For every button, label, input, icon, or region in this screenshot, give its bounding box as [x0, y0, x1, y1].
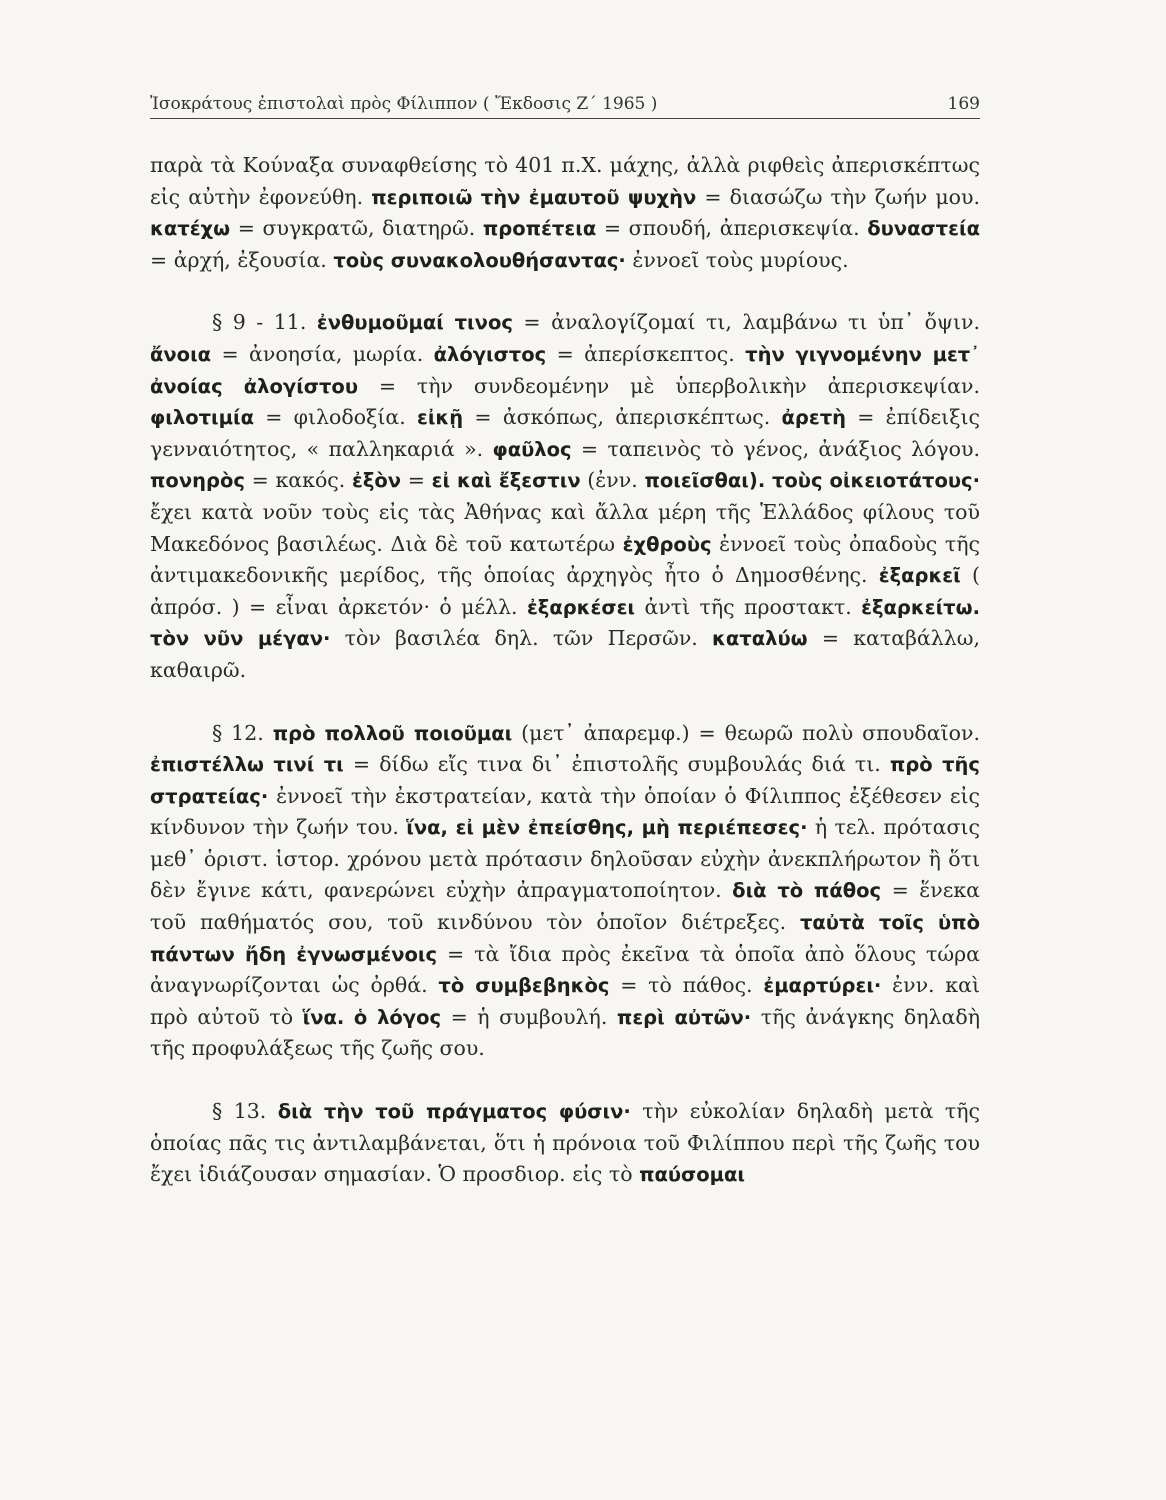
text-run: = ἀναλογίζομαί τι, λαμβάνω τι ὑπ᾽ ὄψιν. — [512, 310, 981, 335]
lemma: ἀρετὴ — [781, 406, 847, 430]
text-run: = κακός. — [244, 468, 352, 493]
lemma: καταλύω — [712, 627, 808, 651]
lemma: φιλοτιμία — [150, 406, 254, 430]
lemma: ἵνα, εἰ μὲν ἐπείσθης, μὴ περιέπεσες· — [406, 816, 808, 840]
text-run: = ἀσκόπως, ἀπερισκέπτως. — [463, 405, 782, 430]
lemma: κατέχω — [150, 217, 231, 241]
text-run: τὴν εὐκολίαν δηλαδὴ μετὰ τῆς ὁποίας πᾶς τις ἀντιλαμβάνεται, ὅτι ἡ πρόνοια τοῦ Φιλίππου περὶ τῆς ζωῆς του ἔχει ἰδιάζουσαν σημασίαν. Ὁ προσδιορ. εἰς τὸ — [150, 1099, 981, 1187]
lemma: ἐξὸν — [351, 469, 402, 493]
lemma: ποιεῖσθαι). — [644, 469, 766, 493]
text-run: = τὰ ἴδια πρὸς ἐκεῖνα τὰ ὁποῖα ἀπὸ ὅλους τώρα ἀναγνωρίζονται ὡς ὀρθά. — [150, 941, 980, 998]
lemma: τὴν γιγνομένην μετ᾽ ἀνοίας ἀλογίστου — [150, 342, 980, 398]
lemma: πρὸ τῆς στρατείας· — [150, 753, 980, 808]
text-run: = ἕνεκα τοῦ παθήματός σου, τοῦ κινδύνου τὸν ὁποῖον διέτρεξες. — [150, 878, 980, 935]
text-run: ἐννοεῖ τοὺς ὀπαδοὺς τῆς ἀντιμακεδονικῆς μερίδος, τῆς ὁποίας ἀρχηγὸς ἦτο ὁ Δημοσθένης. — [150, 531, 980, 588]
lemma: ἵνα. — [302, 1005, 345, 1029]
lemma: ἐνθυμοῦμαί τινος — [316, 311, 513, 335]
text-run: = τὸ πάθος. — [609, 973, 764, 998]
text-run: ἐνν. καὶ πρὸ αὐτοῦ τὸ — [150, 973, 980, 1029]
header-title: Ἰσοκράτους ἐπιστολαὶ πρὸς Φίλιππον ( Ἔκδοσις Ζ΄ 1965 ) — [150, 94, 658, 114]
lemma: διὰ τὸ πάθος — [732, 879, 882, 903]
lemma: ἐξαρκέσει — [526, 595, 636, 619]
text-run: = ἐπίδειξις γενναιότητος, « παλληκαριά ». — [150, 405, 981, 461]
lemma: ἐξαρκείτω. — [861, 595, 980, 619]
text-run: = διασώζω τὴν ζωήν μου. — [696, 184, 980, 209]
text-run: = ἀπερίσκεπτος. — [546, 341, 746, 366]
text-run: παρὰ τὰ Κούναξα συναφθείσης τὸ 401 π.Χ. μάχης, ἀλλὰ ριφθεὶς ἀπερισκέπτως εἰς αὐτὴν ἐφονεύθη. — [150, 153, 980, 209]
lemma: φαῦλος — [492, 437, 572, 461]
text-run: = ταπεινὸς τὸ γένος, ἀνάξιος λόγου. — [571, 436, 980, 461]
lemma: διὰ τὴν τοῦ πράγματος φύσιν· — [277, 1100, 631, 1124]
text-run: τὸν βασιλέα δηλ. τῶν Περσῶν. — [330, 626, 713, 651]
text-run — [344, 1005, 354, 1029]
text-run: = — [401, 468, 432, 493]
lemma: ἄνοια — [150, 342, 212, 366]
text-run: ἀντὶ τῆς προστακτ. — [635, 594, 862, 619]
lemma: εἰ καὶ ἔξεστιν — [431, 469, 581, 493]
paragraph-1 — [150, 150, 980, 276]
text-run: ἐννοεῖ τοὺς μυρίους. — [625, 247, 849, 272]
commentary-text — [150, 150, 980, 1191]
lemma: ἀλόγιστος — [433, 342, 547, 366]
text-run: = καταβάλλω, καθαιρῶ. — [150, 626, 980, 682]
lemma: προπέτεια — [482, 217, 597, 241]
text-run: (μετ᾽ ἀπαρεμφ.) = θεωρῶ πολὺ σπουδαῖον. — [512, 720, 980, 745]
lemma: περιποιῶ τὴν ἐμαυτοῦ ψυχὴν — [371, 185, 697, 209]
lemma: παύσομαι — [639, 1163, 745, 1187]
lemma: δυναστεία — [867, 217, 980, 241]
text-run: = σπουδή, ἀπερισκεψία. — [596, 216, 868, 241]
paragraph-4 — [150, 1096, 980, 1191]
paragraph-gap — [150, 687, 980, 718]
lemma: ἐμαρτύρει· — [763, 974, 882, 998]
lemma: ἐξαρκεῖ — [878, 564, 961, 588]
lemma: ἐπιστέλλω τινί τι — [150, 753, 344, 777]
section-marker: § 9 - 11. — [212, 310, 317, 335]
text-run: (ἐνν. — [580, 468, 645, 493]
text-run: = δίδω εἴς τινα δι᾽ ἐπιστολῆς συμβουλάς διά τι. — [343, 752, 890, 777]
paragraph-gap — [150, 276, 980, 307]
lemma: τοὺς οἰκειοτάτους· — [771, 469, 980, 493]
lemma: τὸ συμβεβηκὸς — [438, 974, 610, 998]
text-run: τῆς ἀνάγκης δηλαδὴ τῆς προφυλάξεως τῆς ζωῆς σου. — [150, 1004, 980, 1061]
text-run — [765, 468, 772, 492]
paragraph-gap — [150, 1065, 980, 1096]
lemma: περὶ αὐτῶν· — [616, 1005, 752, 1029]
lemma: ἐχθροὺς — [622, 532, 712, 556]
lemma: ὁ λόγος — [353, 1005, 442, 1029]
running-header — [150, 94, 980, 119]
page-number: 169 — [947, 94, 980, 114]
text-run: = συγκρατῶ, διατηρῶ. — [230, 216, 483, 241]
lemma: εἰκῇ — [416, 406, 464, 430]
text-run: ἔχει κατὰ νοῦν τοὺς εἰς τὰς Ἀθήνας καὶ ἄλλα μέρη τῆς Ἑλλάδος φίλους τοῦ Μακεδόνος βασιλέως. Διὰ δὲ τοῦ κατωτέρω — [150, 499, 980, 556]
text-run: = ἀνοησία, μωρία. — [211, 341, 434, 366]
text-run: ( ἀπρόσ. ) = εἶναι ἀρκετόν· ὁ μέλλ. — [150, 563, 981, 619]
lemma: πρὸ πολλοῦ ποιοῦμαι — [272, 721, 513, 745]
section-marker: § 12. — [212, 720, 273, 745]
text-run: = ἡ συμβουλή. — [441, 1004, 617, 1029]
text-run: ἡ τελ. πρότασις μεθ᾽ ὁριστ. ἱστορ. χρόνου μετὰ πρότασιν δηλοῦσαν εὐχὴν ἀνεκπλήρωτον ἢ ὅτι δὲν ἔγινε κάτι, φανερώνει εὐχὴν ἀπραγματοποίητον. — [150, 815, 980, 903]
section-marker: § 13. — [212, 1099, 278, 1124]
text-run: = ἀρχή, ἐξουσία. — [150, 247, 334, 272]
lemma: ταὐτὰ τοῖς ὑπὸ πάντων ἤδη ἐγνωσμένοις — [150, 911, 980, 966]
text-run: ἐννοεῖ τὴν ἐκστρατείαν, κατὰ τὴν ὁποίαν ὁ Φίλιππος ἐξέθεσεν εἰς κίνδυνον τὴν ζωήν του. — [150, 783, 980, 840]
text-run: = τὴν συνδεομένην μὲ ὑπερβολικὴν ἀπερισκεψίαν. — [358, 373, 980, 398]
lemma: πονηρὸς — [150, 469, 245, 493]
text-run: = φιλοδοξία. — [253, 405, 417, 430]
paragraph-2 — [150, 307, 980, 686]
paragraph-3 — [150, 718, 980, 1066]
lemma: τοὺς συνακολουθήσαντας· — [333, 248, 626, 272]
lemma: τὸν νῦν μέγαν· — [150, 627, 331, 651]
